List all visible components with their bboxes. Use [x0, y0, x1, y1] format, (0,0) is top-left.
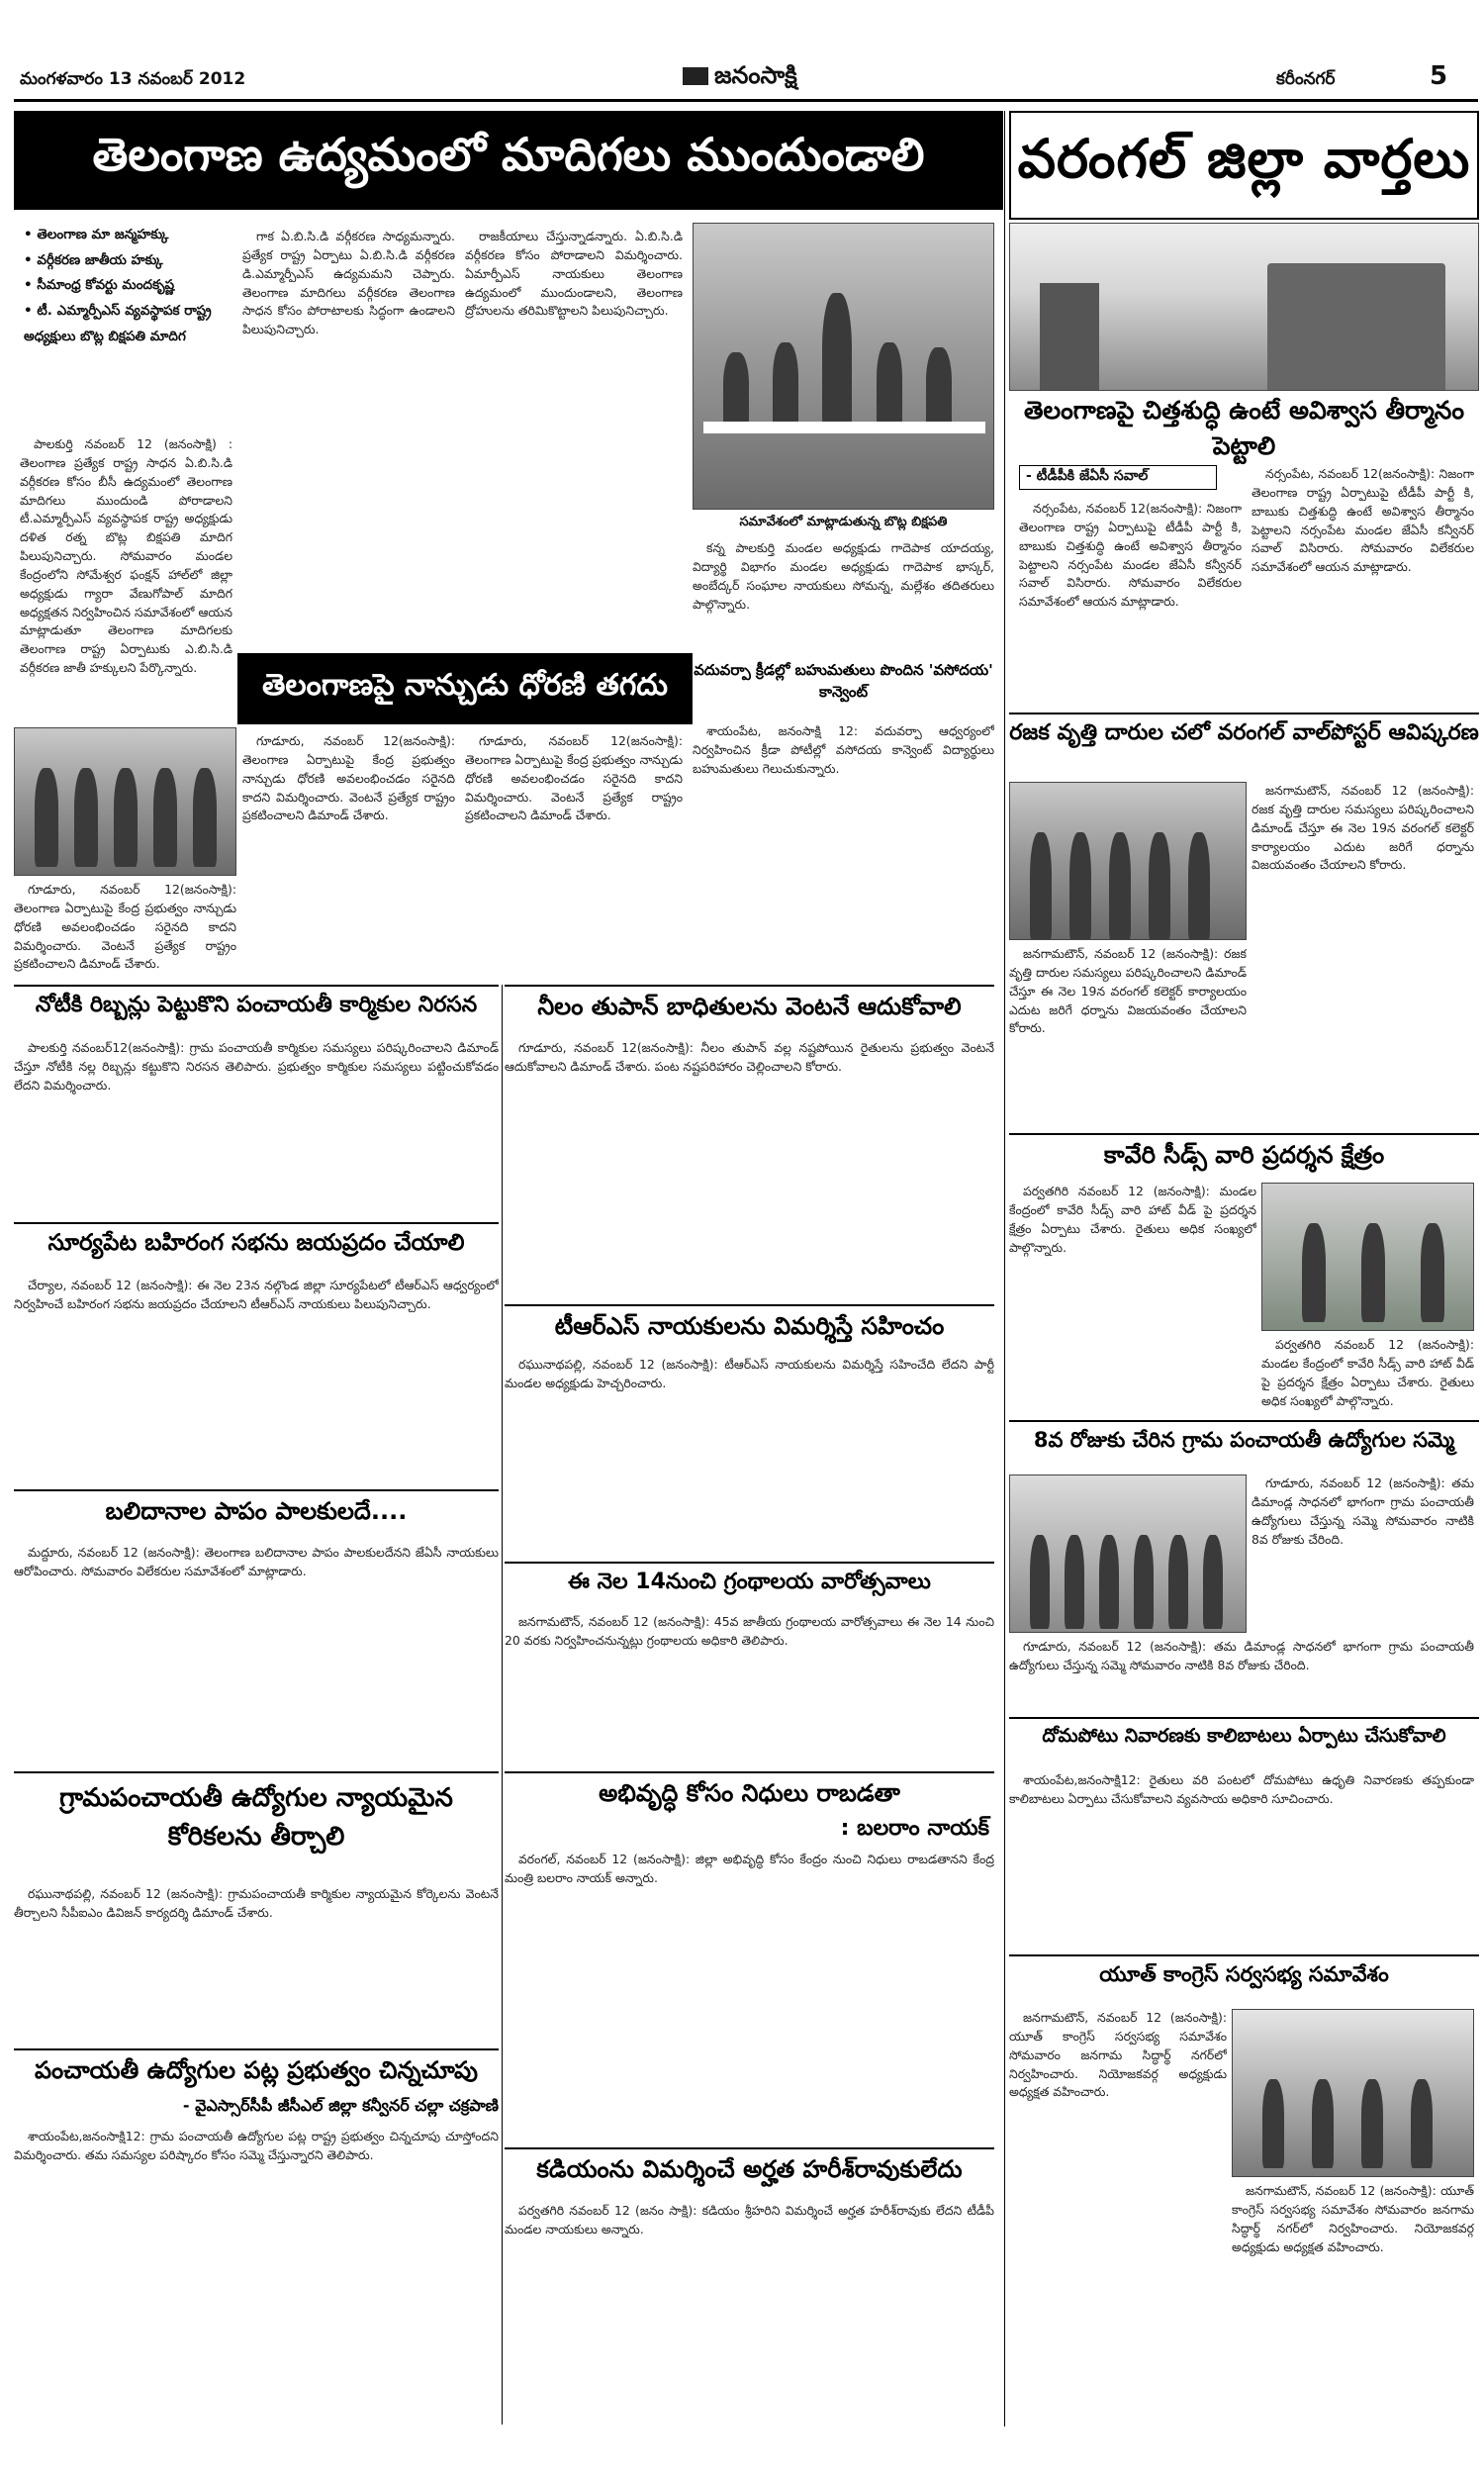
lead-bullet: • టీ. ఎమ్మార్పీఎస్ వ్యవస్థాపక రాష్ట్ర అధ్యక్షులు బొట్ల బిక్షపతి మాదిగ: [24, 299, 232, 349]
lead-headline: తెలంగాణ ఉద్యమంలో మాదిగలు ముందుండాలి: [14, 111, 1003, 210]
story-body: [1009, 1183, 1256, 1410]
page-number: 5: [1430, 61, 1448, 91]
story-text: శాయంపేట, జనంసాక్షి 12: వదువర్పా ఆధ్వర్యంలో నిర్వహించిన క్రీడా పోటీల్లో వసోదయ కాన్వెంట్ విద్యార్థులు బహుమతులు గెలుచుకున్నారు.: [693, 723, 994, 776]
story-text: గూడూరు, నవంబర్ 12 (జనంసాక్షి): తమ డిమాండ్ల సాధనలో భాగంగా గ్రామ పంచాయతీ ఉద్యోగులు చేస్తున్న సమ్మె సోమవారం నాటికి 8వ రోజుకు చేరింది.: [1252, 1475, 1474, 1547]
story-body: [1009, 945, 1247, 1128]
story-body: [465, 732, 683, 975]
story-text: గూడూరు, నవంబర్ 12 (జనంసాక్షి): తమ డిమాండ్ల సాధనలో భాగంగా గ్రామ పంచాయతీ ఉద్యోగులు చేస్తున్న సమ్మె సోమవారం నాటికి 8వ రోజుకు చేరింది.: [1009, 1639, 1474, 1672]
story-photo: [14, 727, 236, 876]
story-text: పర్వతగిరి నవంబర్ 12 (జనంసాక్షి): మండల కేంద్రంలో కావేరి సీడ్స్ వారి హాట్ వీడ్ పై ప్రదర్శన క్షేత్రం ఏర్పాటు చేశారు. రైతులు అధిక సంఖ్యలో పాల్గొన్నారు.: [1261, 1337, 1474, 1408]
lead-body-text: రాజకీయాలు చేస్తున్నాడన్నారు. ఏ.బి.సి.డి వర్గీకరణ కోసం పోరాడాలని విమర్శించారు. ఏమార్పీఎస్ నాయకులు తెలంగాణ ఉద్యమంలో ముందుండాలని, తెలంగాణ ద్రోహులను తరిమికొట్టాలని పిలుపునిచ్చారు.: [465, 229, 683, 319]
story-body: [1009, 2009, 1227, 2425]
story-text: జనగామటౌన్, నవంబర్ 12 (జనంసాక్షి): యూత్ కాంగ్రెస్ సర్వసభ్య సమావేశం సోమవారం జనగామ సిద్ధార్థ్ నగర్‌లో నిర్వహించారు. నియోజకవర్గ అధ్యక్షుడు అధ్యక్షత వహించారు.: [1009, 2010, 1227, 2100]
story-headline: కడియంను విమర్శించే అర్హత హరీశ్‌రావుకులేదు: [505, 2147, 994, 2189]
story-headline: తెలంగాణపై చిత్తశుద్ధి ఉంటే అవిశ్వాస తీర్మానం పెట్టాలి: [1023, 396, 1465, 460]
story-text: శాయంపేట,జనంసాక్షి12: రైతులు వరి పంటలో దోమపోటు ఉధృతి నివారణకు తప్పకుండా కాలిబాటలు ఏర్పాటు చేసుకోవాలని వ్యవసాయ అధికారి సూచించారు.: [1009, 1772, 1474, 1806]
story-body: [14, 1039, 499, 1207]
story-text: జనగామటౌన్, నవంబర్ 12 (జనంసాక్షి): యూత్ కాంగ్రెస్ సర్వసభ్య సమావేశం సోమవారం జనగామ సిద్ధార్థ్ నగర్‌లో నిర్వహించారు. నియోజకవర్గ అధ్యక్షుడు అధ్యక్షత వహించారు.: [1232, 2183, 1474, 2254]
story-headline: నోటీకి రిబ్బన్లు పెట్టుకొని పంచాయతీ కార్మికుల నిరసన: [14, 985, 499, 1022]
story-body: [1252, 782, 1474, 1128]
lead-body-col3: [465, 228, 683, 703]
story-body: [505, 1613, 994, 1761]
story-photo: [1261, 1183, 1474, 1331]
logo-icon: [683, 67, 708, 85]
lead-body-text: పాలకుర్తి నవంబర్ 12 (జనంసాక్షి) : తెలంగాణ ప్రత్యేక రాష్ట్ర సాధన ఏ.బి.సి.డి వర్గీకరణ కోసం బీసీ ఉద్యమంలో తెలంగాణ మాదిగలు ముందుండి పోరాడాలని టీ.ఎమ్మార్పీఎస్ వ్యవస్థాపక రాష్ట్ర అధ్యక్షుడు దళిత రత్న బొట్ల బిక్షపతి మాదిగ పిలుపునిచ్చారు. సోమవారం మండల కేంద్రంలోని సోమేశ్వర ఫంక్షన్ హాల్‌లో జిల్లా అధ్యక్షుడు గ్యారా వేణుగోపాల్ మాదిగ అధ్యక్షతన నిర్వహించిన సమావేశంలో ఆయన మాట్లాడుతూ తెలంగాణ మాదిగలకు తెలంగాణ రాష్ట్ర ఏర్పాటుకు ఎ.బి.సి.డి వర్గీకరణ జాతీ హక్కులని పేర్కొన్నారు.: [20, 436, 232, 676]
story-text: జనగామటౌన్, నవంబర్ 12 (జనంసాక్షి): 45వ జాతీయ గ్రంథాలయ వారోత్సవాలు ఈ నెల 14 నుంచి 20 వరకు నిర్వహించనున్నట్లు గ్రంథాలయ అధికారి తెలిపారు.: [505, 1614, 994, 1648]
story-body: [1009, 1771, 1474, 1950]
story-headline: అభివృద్ధి కోసం నిధులు రాబడతా: [505, 1771, 994, 1813]
story-body: [505, 1039, 994, 1296]
logo-text: జనంసాక్షి: [714, 61, 797, 89]
story-text: పాలకుర్తి నవంబర్12(జనంసాక్షి): గ్రామ పంచాయతీ కార్మికుల సమస్యలు పరిష్కరించాలని డిమాండ్ చేస్తూ నోటీకి నల్ల రిబ్బన్లు కట్టుకొని నిరసన తెలిపారు. ప్రభుత్వం కార్మికుల సమస్యలు పట్టించుకోవడం లేదని విమర్శించారు.: [14, 1040, 499, 1093]
story-body: [1252, 1475, 1474, 1633]
lead-bullet: • వర్గీకరణ జాతీయ హక్కు: [24, 248, 232, 274]
lead-body-col1: [20, 435, 232, 703]
story-body: [14, 1885, 499, 2044]
story-body: [693, 722, 994, 975]
story-body: [1009, 1638, 1474, 1712]
story-headline: రజక వృత్తి దారుల చలో వరంగల్ వాల్‌పోస్టర్ ఆవిష్కరణ: [1009, 713, 1479, 750]
story-text: జనగామటౌన్, నవంబర్ 12 (జనంసాక్షి): రజక వృత్తి దారుల సమస్యలు పరిష్కరించాలని డిమాండ్ చేస్తూ ఈ నెల 19న వరంగల్ కలెక్టర్ కార్యాలయం ఎదుట జరిగే ధర్నాను విజయవంతం చేయాలని కోరారు.: [1009, 946, 1247, 1036]
story-headline: నీలం తుపాన్ బాధితులను వెంటనే ఆదుకోవాలి: [505, 985, 994, 1026]
column-divider: [502, 985, 503, 2425]
story-headline: కావేరి సీడ్స్ వారి ప్రదర్శన క్షేత్రం: [1009, 1133, 1479, 1175]
story-text: వరంగల్, నవంబర్ 12 (జనంసాక్షి): జిల్లా అభివృద్ధి కోసం కేంద్రం నుంచి నిధులు రాబడతానని కేంద్ర మంత్రి బలరాం నాయక్ అన్నారు.: [505, 1852, 994, 1885]
story-text: పర్వతగిరి నవంబర్ 12 (జనంసాక్షి): మండల కేంద్రంలో కావేరి సీడ్స్ వారి హాట్ వీడ్ పై ప్రదర్శన క్షేత్రం ఏర్పాటు చేశారు. రైతులు అధిక సంఖ్యలో పాల్గొన్నారు.: [1009, 1184, 1256, 1255]
story-text: గూడూరు, నవంబర్ 12(జనంసాక్షి): నీలం తుపాన్ వల్ల నష్టపోయిన రైతులను ప్రభుత్వం వెంటనే ఆదుకోవాలని డిమాండ్ చేశారు. పంట నష్టపరిహారం చెల్లించాలని కోరారు.: [505, 1040, 994, 1074]
story-headline: ఈ నెల 14నుంచి గ్రంథాలయ వారోత్సవాలు: [505, 1562, 994, 1599]
lead-bullet: • తెలంగాణ మా జన్మహక్కు: [24, 223, 232, 248]
story-body: [1019, 500, 1242, 703]
lead-bullet-list: [24, 223, 232, 445]
story-text: నర్సంపేట, నవంబర్ 12(జనంసాక్షి): నిజంగా తెలంగాణ రాష్ట్ర ఏర్పాటుపై టీడీపీ పార్టీ కి, బాబుకు చిత్తశుద్ధి ఉంటే అవిశ్వాస తీర్మానం పెట్టాలని నర్సంపేట మండల జేఏసీ కన్వీనర్ సవాల్ విసిరారు. సోమవారం విలేకరుల సమావేశంలో ఆయన మాట్లాడారు.: [1252, 466, 1474, 575]
story-text: జనగామటౌన్, నవంబర్ 12 (జనంసాక్షి): రజక వృత్తి దారుల సమస్యలు పరిష్కరించాలని డిమాండ్ చేస్తూ ఈ నెల 19న వరంగల్ కలెక్టర్ కార్యాలయం ఎదుట జరిగే ధర్నాను విజయవంతం చేయాలని కోరారు.: [1252, 783, 1474, 873]
story-body: [14, 1277, 499, 1484]
story-headline: టీఆర్ఎస్ నాయకులను విమర్శిస్తే సహించం: [505, 1304, 994, 1346]
story-body: [14, 2128, 499, 2425]
story-text: రఘునాథపల్లి, నవంబర్ 12 (జనంసాక్షి): టీఆర్ఎస్ నాయకులను విమర్శిస్తే సహించేది లేదని పార్టీ మండల అధ్యక్షుడు హెచ్చరించారు.: [505, 1357, 994, 1390]
edition-date: మంగళవారం 13 నవంబర్ 2012: [20, 69, 246, 89]
story-body: [14, 1544, 499, 1761]
story-headline: 8వ రోజుకు చేరిన గ్రామ పంచాయతీ ఉద్యోగుల సమ్మె: [1009, 1420, 1479, 1458]
story-body: [242, 732, 455, 975]
story-body: [505, 2202, 994, 2425]
story-kicker: - టీడీపీకి జేఏసీ సవాల్: [1019, 465, 1217, 490]
warangal-section-banner: వరంగల్ జిల్లా వార్తలు: [1009, 111, 1479, 220]
newspaper-logo: [683, 61, 797, 95]
lead-photo: [693, 223, 994, 510]
story-photo: [1009, 782, 1247, 940]
story-text: రఘునాథపల్లి, నవంబర్ 12 (జనంసాక్షి): గ్రామపంచాయతీ కార్మికుల న్యాయమైన కోర్కెలను వెంటనే తీర్చాలని సీపీఐఎం డివిజన్ కార్యదర్శి డిమాండ్ చేశారు.: [14, 1886, 499, 1920]
story-text: మద్దూరు, నవంబర్ 12 (జనంసాక్షి): తెలంగాణ బలిదానాల పాపం పాలకులదేనని జేఏసీ నాయకులు ఆరోపించారు. సోమవారం విలేకరుల సమావేశంలో మాట్లాడారు.: [14, 1545, 499, 1578]
story-text: చేర్యాల, నవంబర్ 12 (జనంసాక్షి): ఈ నెల 23న నల్గొండ జిల్లా సూర్యపేటలో టీఆర్ఎస్ ఆధ్వర్యంలో నిర్వహించే బహిరంగ సభను జయప్రదం చేయాలని టీఆర్ఎస్ నాయకులు పిలుపునిచ్చారు.: [14, 1278, 499, 1311]
lead-body-text: గాక ఏ.బి.సి.డి వర్గీకరణ సాధ్యమన్నారు. ప్రత్యేక రాష్ట్ర ఏర్పాటు ఏ.బి.సి.డి వర్గీకరణ డి.ఎమ్మార్పీఎస్ ఉద్యమమని చెప్పారు. తెలంగాణ మాదిగలు వర్గీకరణ తెలంగాణ సాధన కోసం పోరాటాలకు సిద్ధంగా ఉండాలని పిలుపునిచ్చారు.: [242, 229, 455, 337]
edition-city: కరీంనగర్: [1276, 69, 1336, 89]
story-photo: [1232, 2009, 1474, 2177]
story-headline: యూత్ కాంగ్రెస్ సర్వసభ్య సమావేశం: [1009, 1954, 1479, 1992]
story-headline: గ్రామపంచాయతీ ఉద్యోగుల న్యాయమైన కోరికలను తీర్చాలి: [14, 1771, 499, 1856]
column-divider: [1004, 111, 1005, 2426]
story-text: నర్సంపేట, నవంబర్ 12(జనంసాక్షి): నిజంగా తెలంగాణ రాష్ట్ర ఏర్పాటుపై టీడీపీ పార్టీ కి, బాబుకు చిత్తశుద్ధి ఉంటే అవిశ్వాస తీర్మానం పెట్టాలని నర్సంపేట మండల జేఏసీ కన్వీనర్ సవాల్ విసిరారు. సోమవారం విలేకరుల సమావేశంలో ఆయన మాట్లాడారు.: [1019, 501, 1242, 610]
story-text: శాయంపేట,జనంసాక్షి12: గ్రామ పంచాయతీ ఉద్యోగుల పట్ల రాష్ట్ర ప్రభుత్వం చిన్నచూపు చూస్తోందని విమర్శించారు. తమ సమస్యల పరిష్కారం కోసం సమ్మె చేస్తున్నారని తెలిపారు.: [14, 2129, 499, 2162]
story-headline: దోమపోటు నివారణకు కాలిబాటలు ఏర్పాటు చేసుకోవాలి: [1009, 1717, 1479, 1752]
story-text: గూడూరు, నవంబర్ 12(జనంసాక్షి): తెలంగాణ ఏర్పాటుపై కేంద్ర ప్రభుత్వం నాన్చుడు ధోరణి అవలంభించడం సరైనది కాదని విమర్శించారు. వెంటనే ప్రత్యేక రాష్ట్రం ప్రకటించాలని డిమాండ్ చేశారు.: [242, 733, 455, 823]
story-kicker: - వైఎస్సార్‌సీపీ జీసీఎల్ జిల్లా కన్వీనర్ చల్లా చక్రపాణి: [182, 2096, 499, 2115]
story-headline: వదువర్పా క్రీడల్లో బహుమతులు పొందిన 'వసోదయ' కాన్వెంట్: [694, 661, 993, 701]
story-body: [505, 1356, 994, 1554]
lead-body-col2: [242, 228, 455, 703]
story-text: గూడూరు, నవంబర్ 12(జనంసాక్షి): తెలంగాణ ఏర్పాటుపై కేంద్ర ప్రభుత్వం నాన్చుడు ధోరణి అవలంభించడం సరైనది కాదని విమర్శించారు. వెంటనే ప్రత్యేక రాష్ట్రం ప్రకటించాలని డిమాండ్ చేశారు.: [465, 733, 683, 823]
story-kicker: : బలరాం నాయక్: [840, 1816, 989, 1841]
story-headline: బలిదానాల పాపం పాలకులదే....: [14, 1489, 499, 1531]
story-headline: సూర్యపేట బహిరంగ సభను జయప్రదం చేయాలి: [14, 1222, 499, 1262]
story-headline-banner: తెలంగాణపై నాన్చుడు ధోరణి తగదు: [237, 653, 693, 724]
story-text: పర్వతగిరి నవంబర్ 12 (జనం సాక్షి): కడియం శ్రీహరిని విమర్శించే అర్హత హరీశ్‌రావుకు లేదని టీడీపీ మండల నాయకులు అన్నారు.: [505, 2203, 994, 2236]
masthead-divider: [14, 99, 1478, 102]
story-body: [14, 881, 236, 975]
lead-photo-caption: సమావేశంలో మాట్లాడుతున్న బొట్ల బిక్షపతి: [739, 515, 948, 529]
story-text: గూడూరు, నవంబర్ 12(జనంసాక్షి): తెలంగాణ ఏర్పాటుపై కేంద్ర ప్రభుత్వం నాన్చుడు ధోరణి అవలంభించడం సరైనది కాదని విమర్శించారు. వెంటనే ప్రత్యేక రాష్ట్రం ప్రకటించాలని డిమాండ్ చేశారు.: [14, 882, 236, 972]
warangal-temple-photo: [1009, 223, 1479, 391]
lead-body-text: కన్న పాలకుర్తి మండల అధ్యక్షుడు గాదెపాక యాదయ్య, విద్యార్థి విభాగం మండల అధ్యక్షుడు గాదెపాక భాస్కర్, అంబేద్కర్ సంఘాల నాయకులు సోమన్న, మల్లేశం తదితరులు పాల్గొన్నారు.: [693, 540, 994, 612]
story-body: [1261, 1336, 1474, 1410]
story-photo: [1009, 1475, 1247, 1633]
story-body: [1232, 2182, 1474, 2425]
lead-bullet: • సీమాంధ్ర కోవర్టు మందకృష్ణ: [24, 273, 232, 299]
story-body: [505, 1851, 994, 2138]
story-headline: పంచాయతీ ఉద్యోగుల పట్ల ప్రభుత్వం చిన్నచూపు: [14, 2048, 499, 2090]
story-body: [1252, 465, 1474, 703]
